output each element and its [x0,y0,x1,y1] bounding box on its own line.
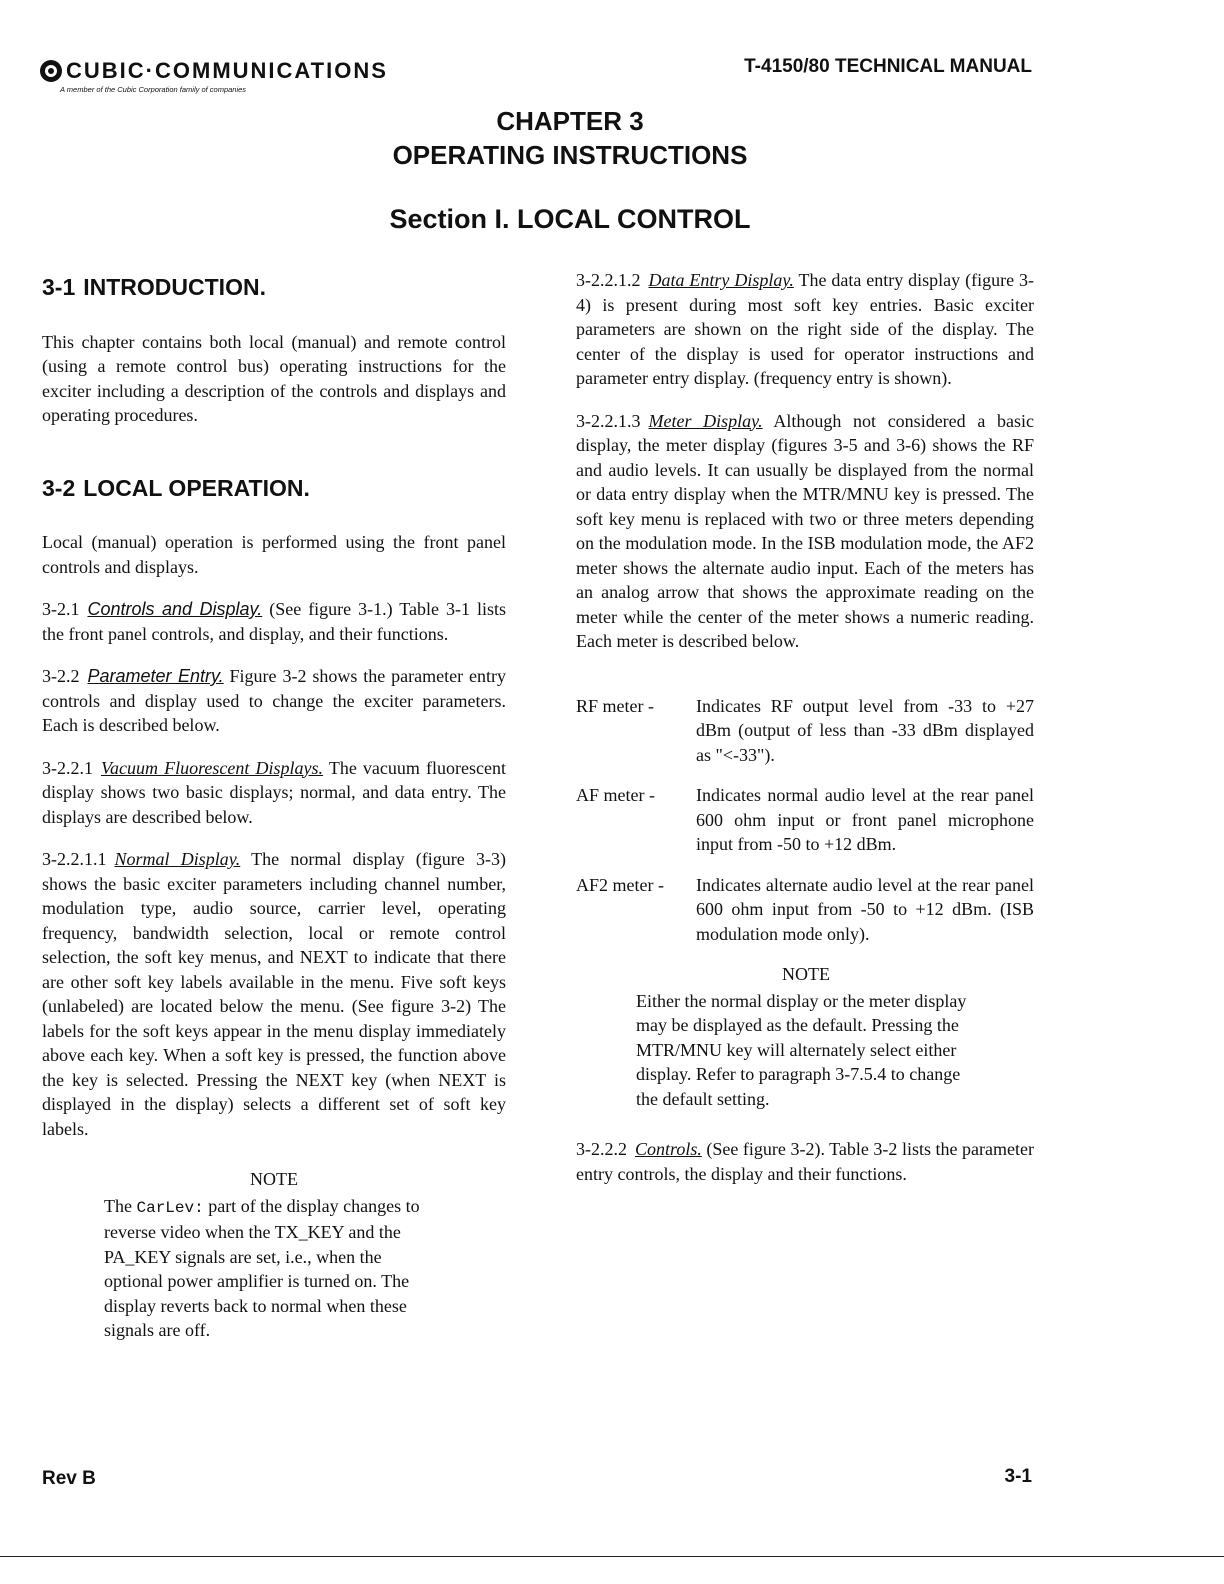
heading-local-operation [42,476,506,501]
note-title: NOTE [250,1169,298,1189]
note-text: part of the display changes to reverse video when the TX_KEY and the PA_KEY signals are set, i.e., when the optional power amplifier is turned on. The display reverts back to normal when these signals are off. [104,1195,420,1340]
paragraph-3-2-2-1-1 [42,847,506,1141]
paragraph-number: 3-2.2.1.3 [576,410,641,431]
list-item [576,694,1034,768]
company-logo [40,58,388,94]
meter-description: Indicates alternate audio level at the rear panel 600 ohm input from -50 to +12 dBm. (ISB modulation mode only). [696,874,1034,944]
paragraph-title: Data Entry Display. [648,270,794,290]
company-tagline: A member of the Cubic Corporation family of companies [60,85,247,94]
paragraph-number: 3-2.2.1 [42,757,93,778]
meter-description: Indicates normal audio level at the rear panel 600 ohm input or front panel microphone input from -50 to +12 dBm. [696,785,1034,854]
paragraph-text: Although not considered a basic display, the meter display (figures 3-5 and 3-6) shows the RF and audio levels. It can usually be displayed from the normal or data entry display when the MTR/MNU key is pressed. The soft key menu is replaced with two or three meters depending on the modulation mode. In the ISB modulation mode, the AF2 meter shows the alternate audio input. Each of the meters has an analog arrow that shows the approximate reading on the meter while the center of the meter shows a numeric reading. Each meter is described below. [576,410,1034,651]
note-title: NOTE [782,964,830,984]
meter-label: RF meter - [576,695,654,716]
note-code: CarLev: [136,1198,204,1217]
paragraph-text: (See figure 3-2). Table 3-2 lists the parameter entry controls, the display and their functions. [576,1139,1034,1184]
paragraph-3-2-1 [42,597,506,646]
heading-text: LOCAL OPERATION. [83,474,310,501]
note-body: Either the normal display or the meter display may be displayed as the default. Pressing the MTR/MNU key will alternately select either display. Refer to paragraph 3-7.5.4 to change the default setting. [636,990,967,1109]
revision-label: Rev B [42,1468,96,1489]
introduction-paragraph: This chapter contains both local (manual) and remote control (using a remote control bus) operating instructions for the exciter including a description of the controls and displays and operating procedures. [42,331,506,425]
paragraph-title: Parameter Entry. [87,666,224,686]
paragraph-title: Controls. [635,1139,702,1159]
list-item [576,783,1034,857]
paragraph-3-2-2-1-2 [576,268,1034,391]
section-title: Section I. LOCAL CONTROL [389,204,751,234]
paragraph-3-2-2 [42,664,506,738]
bottom-rule [0,1556,1224,1557]
manual-title: T-4150/80 TECHNICAL MANUAL [744,56,1032,77]
heading-introduction [42,275,506,300]
logo-row [40,58,388,84]
page-number: 3-1 [1004,1466,1032,1487]
meter-description: Indicates RF output level from -33 to +27 dBm (output of less than -33 dBm displayed as "<-33"). [696,695,1034,765]
paragraph-number: 3-2.1 [42,599,80,619]
company-name: CUBIC·COMMUNICATIONS [66,58,388,83]
left-column [42,275,506,1343]
meter-label: AF meter - [576,785,655,805]
paragraph-3-2-2-1-3 [576,409,1034,654]
right-column [576,268,1034,1204]
heading-number: 3-1 [42,274,76,300]
paragraph-3-2-2-2 [576,1137,1034,1186]
paragraph-number: 3-2.2.1.2 [576,270,641,290]
chapter-title: OPERATING INSTRUCTIONS [392,140,748,170]
heading-text: INTRODUCTION. [83,274,266,300]
list-item [576,873,1034,947]
chapter-heading [320,104,820,172]
paragraph-text: The vacuum fluorescent display shows two basic displays; normal, and data entry. The displays are described below. [42,757,506,827]
paragraph-title: Normal Display. [114,849,241,869]
chapter-label: CHAPTER 3 [496,106,644,136]
paragraph-3-2-2-1 [42,756,506,830]
paragraph-text: The normal display (figure 3-3) shows the basic exciter parameters including channel number, modulation type, audio source, carrier level, operating frequency, bandwidth selection, local or remote control selection, the soft key menus, and NEXT to indicate that there are other soft key labels available in the menu. Five soft keys (unlabeled) are located below the menu. (See figure 3-2) The labels for the soft keys appear in the menu display immediately above each key. When a soft key is pressed, the function above the key is selected. Pressing the NEXT key (when NEXT is displayed in the display) selects a different set of soft key labels. [42,849,506,1139]
paragraph-title: Meter Display. [648,410,763,431]
paragraph-text: Figure 3-2 shows the parameter entry controls and display used to change the exciter parameters. Each is described below. [42,666,507,735]
paragraph-number: 3-2.2.1.1 [42,849,107,869]
meter-label: AF2 meter - [576,874,664,895]
note-default-display [576,962,976,1111]
meter-list [576,694,1034,947]
paragraph-text: The data entry display (figure 3-4) is present during most soft key entries. Basic exciter parameters are shown on the right side of the display. The center of the display is used for operator instructions and parameter entry display. (frequency entry is shown). [576,270,1034,388]
note-carlev [42,1167,444,1343]
paragraph-title: Controls and Display. [87,599,263,619]
local-operation-paragraph: Local (manual) operation is performed using the front panel controls and displays. [42,532,506,577]
note-prefix: The [104,1195,132,1216]
paragraph-title: Vacuum Fluorescent Displays. [101,757,324,778]
paragraph-number: 3-2.2 [42,666,80,686]
heading-number: 3-2 [42,474,76,501]
cubic-logo-icon [40,60,62,82]
note-body [104,1194,444,1343]
paragraph-text: (See figure 3-1.) Table 3-1 lists the front panel controls, and display, and their functions. [42,599,506,644]
paragraph-number: 3-2.2.2 [576,1139,627,1159]
